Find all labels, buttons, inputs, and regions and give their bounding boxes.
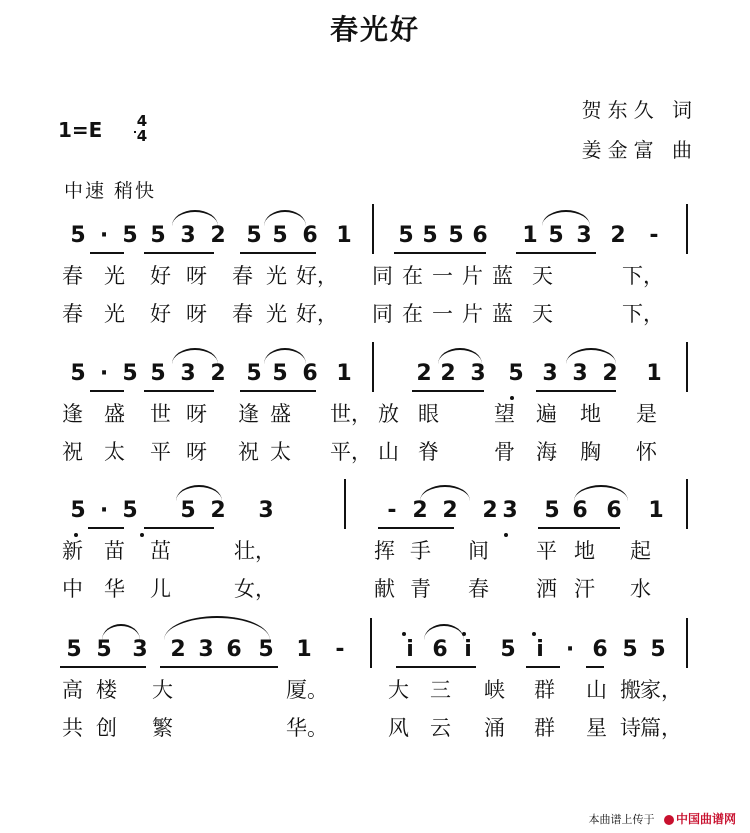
lyric-syllable: 中: [62, 577, 83, 601]
jianpu-note: 1: [336, 361, 352, 386]
lyric-syllable: 光: [266, 264, 287, 288]
time-signature-bottom: 4: [136, 127, 148, 145]
score-row: [0, 348, 750, 468]
lyric-syllable: 大: [152, 678, 173, 702]
jianpu-note: 2: [482, 498, 498, 523]
lyric-syllable: 风: [388, 716, 409, 740]
beam-line: [516, 252, 596, 254]
lyric-syllable: 搬: [620, 678, 641, 702]
lyric-syllable: 女，: [234, 577, 276, 601]
lyric-syllable: 蓝: [492, 302, 513, 326]
jianpu-note: 1: [336, 223, 352, 248]
lyric-syllable: 华。: [286, 716, 328, 740]
beam-line: [90, 390, 124, 392]
jianpu-note: 2: [602, 361, 618, 386]
jianpu-note: 5: [548, 223, 564, 248]
lyric-syllable: 新: [62, 539, 83, 563]
slur-mark: [566, 348, 616, 364]
jianpu-note: 1: [648, 498, 664, 523]
lyric-syllable: 下，: [622, 264, 664, 288]
jianpu-note: i: [536, 637, 544, 662]
lyric-syllable: 骨: [494, 440, 515, 464]
lyric-syllable: 洒: [536, 577, 557, 601]
jianpu-note: 5: [508, 361, 524, 386]
jianpu-note: 5: [70, 361, 86, 386]
jianpu-note: 6: [592, 637, 608, 662]
jianpu-note: 5: [66, 637, 82, 662]
lyric-syllable: 春: [232, 302, 253, 326]
jianpu-note: 6: [302, 223, 318, 248]
lyric-syllable: 大: [388, 678, 409, 702]
beam-line: [144, 390, 214, 392]
song-title: 春光好: [329, 13, 420, 46]
footer-text: 本曲谱上传于: [588, 813, 655, 826]
lyric-syllable: 诗: [620, 716, 641, 740]
slur-mark: [574, 485, 628, 501]
lyric-syllable: 平: [150, 440, 171, 464]
slur-mark: [424, 624, 464, 640]
barline: [686, 342, 688, 392]
jianpu-note: 3: [572, 361, 588, 386]
jianpu-note: 3: [180, 361, 196, 386]
slur-mark: [102, 624, 140, 640]
barline: [370, 618, 372, 668]
lyric-syllable: 放: [378, 402, 399, 426]
slur-mark: [172, 348, 218, 364]
jianpu-note: 1: [646, 361, 662, 386]
slur-mark: [164, 616, 270, 640]
jianpu-note: 2: [440, 361, 456, 386]
jianpu-note: 5: [70, 223, 86, 248]
lyric-syllable: 起: [630, 539, 651, 563]
jianpu-note: 3: [132, 637, 148, 662]
jianpu-note: 5: [180, 498, 196, 523]
jianpu-note: 5: [422, 223, 438, 248]
lyric-syllable: 茁: [150, 539, 171, 563]
barline: [344, 479, 346, 529]
score-row: [0, 485, 750, 605]
jianpu-note: 3: [258, 498, 274, 523]
lyric-syllable: 好，: [296, 302, 338, 326]
lyricist-credit: 贺东久 词: [581, 98, 698, 122]
lyric-syllable: 家，: [640, 678, 682, 702]
lyric-syllable: 共: [62, 716, 83, 740]
slur-mark: [438, 348, 482, 364]
lyric-syllable: 平: [536, 539, 557, 563]
lyric-syllable: 一: [432, 302, 453, 326]
octave-dot-above: [462, 632, 466, 636]
lyric-syllable: 汗: [574, 577, 595, 601]
lyric-syllable: 挥: [374, 539, 395, 563]
lyric-syllable: 呀: [186, 264, 207, 288]
octave-dot-below: [510, 396, 514, 400]
jianpu-note: 3: [502, 498, 518, 523]
footer: [588, 810, 736, 827]
lyric-syllable: 蓝: [492, 264, 513, 288]
lyric-syllable: 春: [232, 264, 253, 288]
barline: [686, 204, 688, 254]
jianpu-note: 6: [572, 498, 588, 523]
time-signature: [134, 114, 150, 144]
lyric-syllable: 太: [270, 440, 291, 464]
jianpu-note: 6: [302, 361, 318, 386]
beam-line: [144, 527, 214, 529]
beam-line: [412, 390, 484, 392]
jianpu-note: -: [335, 637, 345, 662]
lyric-syllable: 厦。: [286, 678, 328, 702]
jianpu-note: 5: [70, 498, 86, 523]
beam-line: [378, 527, 454, 529]
beam-line: [538, 527, 620, 529]
lyric-syllable: 山: [378, 440, 399, 464]
lyric-syllable: 涌: [484, 716, 505, 740]
key-signature: 1=E: [58, 118, 103, 142]
jianpu-note: 2: [416, 361, 432, 386]
jianpu-note: -: [387, 498, 397, 523]
lyric-syllable: 同: [372, 302, 393, 326]
octave-dot-below: [74, 533, 78, 537]
lyric-syllable: 一: [432, 264, 453, 288]
score-row: [0, 210, 750, 330]
lyric-syllable: 壮，: [234, 539, 276, 563]
octave-dot-below: [140, 533, 144, 537]
lyric-syllable: 青: [410, 577, 431, 601]
jianpu-note: 5: [96, 637, 112, 662]
beam-line: [536, 390, 616, 392]
lyric-syllable: 脊: [418, 440, 439, 464]
barline: [372, 342, 374, 392]
lyric-syllable: 楼: [96, 678, 117, 702]
lyric-syllable: 间: [468, 539, 489, 563]
barline: [686, 618, 688, 668]
slur-mark: [420, 485, 470, 501]
jianpu-note: 5: [246, 223, 262, 248]
jianpu-note: 2: [210, 361, 226, 386]
lyric-syllable: 高: [62, 678, 83, 702]
lyric-syllable: 怀: [636, 440, 657, 464]
jianpu-note: 2: [442, 498, 458, 523]
beam-line: [60, 666, 146, 668]
beam-line: [144, 252, 214, 254]
lyric-syllable: 盛: [104, 402, 125, 426]
lyric-syllable: 平，: [330, 440, 372, 464]
lyric-syllable: 天: [532, 264, 553, 288]
jianpu-note: 2: [610, 223, 626, 248]
lyric-syllable: 水: [630, 577, 651, 601]
lyric-syllable: 呀: [186, 440, 207, 464]
jianpu-note: 5: [122, 223, 138, 248]
jianpu-note: 3: [180, 223, 196, 248]
jianpu-note: 5: [544, 498, 560, 523]
jianpu-note: 6: [606, 498, 622, 523]
slur-mark: [172, 210, 218, 226]
jianpu-note: 5: [150, 361, 166, 386]
time-signature-top: 4: [136, 112, 148, 130]
lyric-syllable: 天: [532, 302, 553, 326]
lyric-syllable: 在: [402, 264, 423, 288]
site-logo: 中国曲谱网: [664, 813, 736, 826]
lyric-syllable: 华: [104, 577, 125, 601]
lyric-syllable: 眼: [418, 402, 439, 426]
lyric-syllable: 好: [150, 264, 171, 288]
jianpu-note: ·: [565, 637, 575, 662]
octave-dot-above: [532, 632, 536, 636]
jianpu-note: ·: [99, 498, 109, 523]
lyric-syllable: 春: [62, 302, 83, 326]
lyric-syllable: 光: [104, 264, 125, 288]
jianpu-note: 5: [150, 223, 166, 248]
jianpu-note: 5: [622, 637, 638, 662]
jianpu-note: 5: [122, 498, 138, 523]
jianpu-note: 5: [448, 223, 464, 248]
lyric-syllable: 遍: [536, 402, 557, 426]
jianpu-note: 3: [198, 637, 214, 662]
lyric-syllable: 儿: [150, 577, 171, 601]
lyric-syllable: 呀: [186, 302, 207, 326]
jianpu-note: -: [649, 223, 659, 248]
jianpu-note: 3: [470, 361, 486, 386]
jianpu-note: 5: [500, 637, 516, 662]
jianpu-note: 1: [296, 637, 312, 662]
lyric-syllable: 下，: [622, 302, 664, 326]
lyric-syllable: 盛: [270, 402, 291, 426]
slur-mark: [176, 485, 222, 501]
slur-mark: [264, 210, 306, 226]
jianpu-note: 5: [398, 223, 414, 248]
beam-line: [394, 252, 486, 254]
lyric-syllable: 峡: [484, 678, 505, 702]
lyric-syllable: 同: [372, 264, 393, 288]
jianpu-note: ·: [99, 361, 109, 386]
beam-line: [240, 390, 316, 392]
lyric-syllable: 海: [536, 440, 557, 464]
slur-mark: [264, 348, 306, 364]
lyric-syllable: 世，: [330, 402, 372, 426]
jianpu-note: ·: [99, 223, 109, 248]
jianpu-note: 2: [412, 498, 428, 523]
jianpu-note: 6: [472, 223, 488, 248]
lyric-syllable: 星: [586, 716, 607, 740]
lyric-syllable: 逢: [238, 402, 259, 426]
slur-mark: [542, 210, 590, 226]
lyric-syllable: 地: [580, 402, 601, 426]
beam-line: [90, 252, 124, 254]
lyric-syllable: 光: [266, 302, 287, 326]
lyric-syllable: 创: [96, 716, 117, 740]
lyric-syllable: 苗: [104, 539, 125, 563]
jianpu-note: 2: [210, 223, 226, 248]
jianpu-note: 5: [258, 637, 274, 662]
lyric-syllable: 望: [494, 402, 515, 426]
lyric-syllable: 呀: [186, 402, 207, 426]
lyric-syllable: 在: [402, 302, 423, 326]
lyric-syllable: 繁: [152, 716, 173, 740]
lyric-syllable: 世: [150, 402, 171, 426]
jianpu-note: 6: [226, 637, 242, 662]
beam-line: [88, 527, 124, 529]
lyric-syllable: 是: [636, 402, 657, 426]
jianpu-note: 3: [576, 223, 592, 248]
beam-line: [240, 252, 316, 254]
lyric-syllable: 篇，: [640, 716, 682, 740]
lyric-syllable: 手: [410, 539, 431, 563]
jianpu-note: 2: [170, 637, 186, 662]
lyric-syllable: 三: [430, 678, 451, 702]
lyric-syllable: 逢: [62, 402, 83, 426]
composer-credit: 姜金富 曲: [581, 138, 698, 162]
beam-line: [396, 666, 476, 668]
jianpu-note: 3: [542, 361, 558, 386]
beam-line: [160, 666, 278, 668]
octave-dot-above: [402, 632, 406, 636]
octave-dot-below: [504, 533, 508, 537]
barline: [686, 479, 688, 529]
jianpu-note: 6: [432, 637, 448, 662]
lyric-syllable: 光: [104, 302, 125, 326]
lyric-syllable: 群: [534, 678, 555, 702]
lyric-syllable: 春: [468, 577, 489, 601]
lyric-syllable: 片: [462, 302, 483, 326]
lyric-syllable: 春: [62, 264, 83, 288]
jianpu-note: 5: [272, 361, 288, 386]
lyric-syllable: 胸: [580, 440, 601, 464]
beam-line: [526, 666, 560, 668]
tempo-marking: 中速 稍快: [64, 180, 157, 202]
jianpu-note: 1: [522, 223, 538, 248]
beam-line: [586, 666, 604, 668]
lyric-syllable: 云: [430, 716, 451, 740]
jianpu-note: 5: [272, 223, 288, 248]
lyric-syllable: 地: [574, 539, 595, 563]
lyric-syllable: 山: [586, 678, 607, 702]
lyric-syllable: 好，: [296, 264, 338, 288]
jianpu-note: 5: [246, 361, 262, 386]
jianpu-note: i: [464, 637, 472, 662]
lyric-syllable: 太: [104, 440, 125, 464]
lyric-syllable: 祝: [62, 440, 83, 464]
lyric-syllable: 片: [462, 264, 483, 288]
lyric-syllable: 祝: [238, 440, 259, 464]
score-row: [0, 624, 750, 744]
lyric-syllable: 好: [150, 302, 171, 326]
lyric-syllable: 献: [374, 577, 395, 601]
jianpu-note: 5: [122, 361, 138, 386]
jianpu-note: 5: [650, 637, 666, 662]
barline: [372, 204, 374, 254]
lyric-syllable: 群: [534, 716, 555, 740]
jianpu-note: 2: [210, 498, 226, 523]
jianpu-note: i: [406, 637, 414, 662]
